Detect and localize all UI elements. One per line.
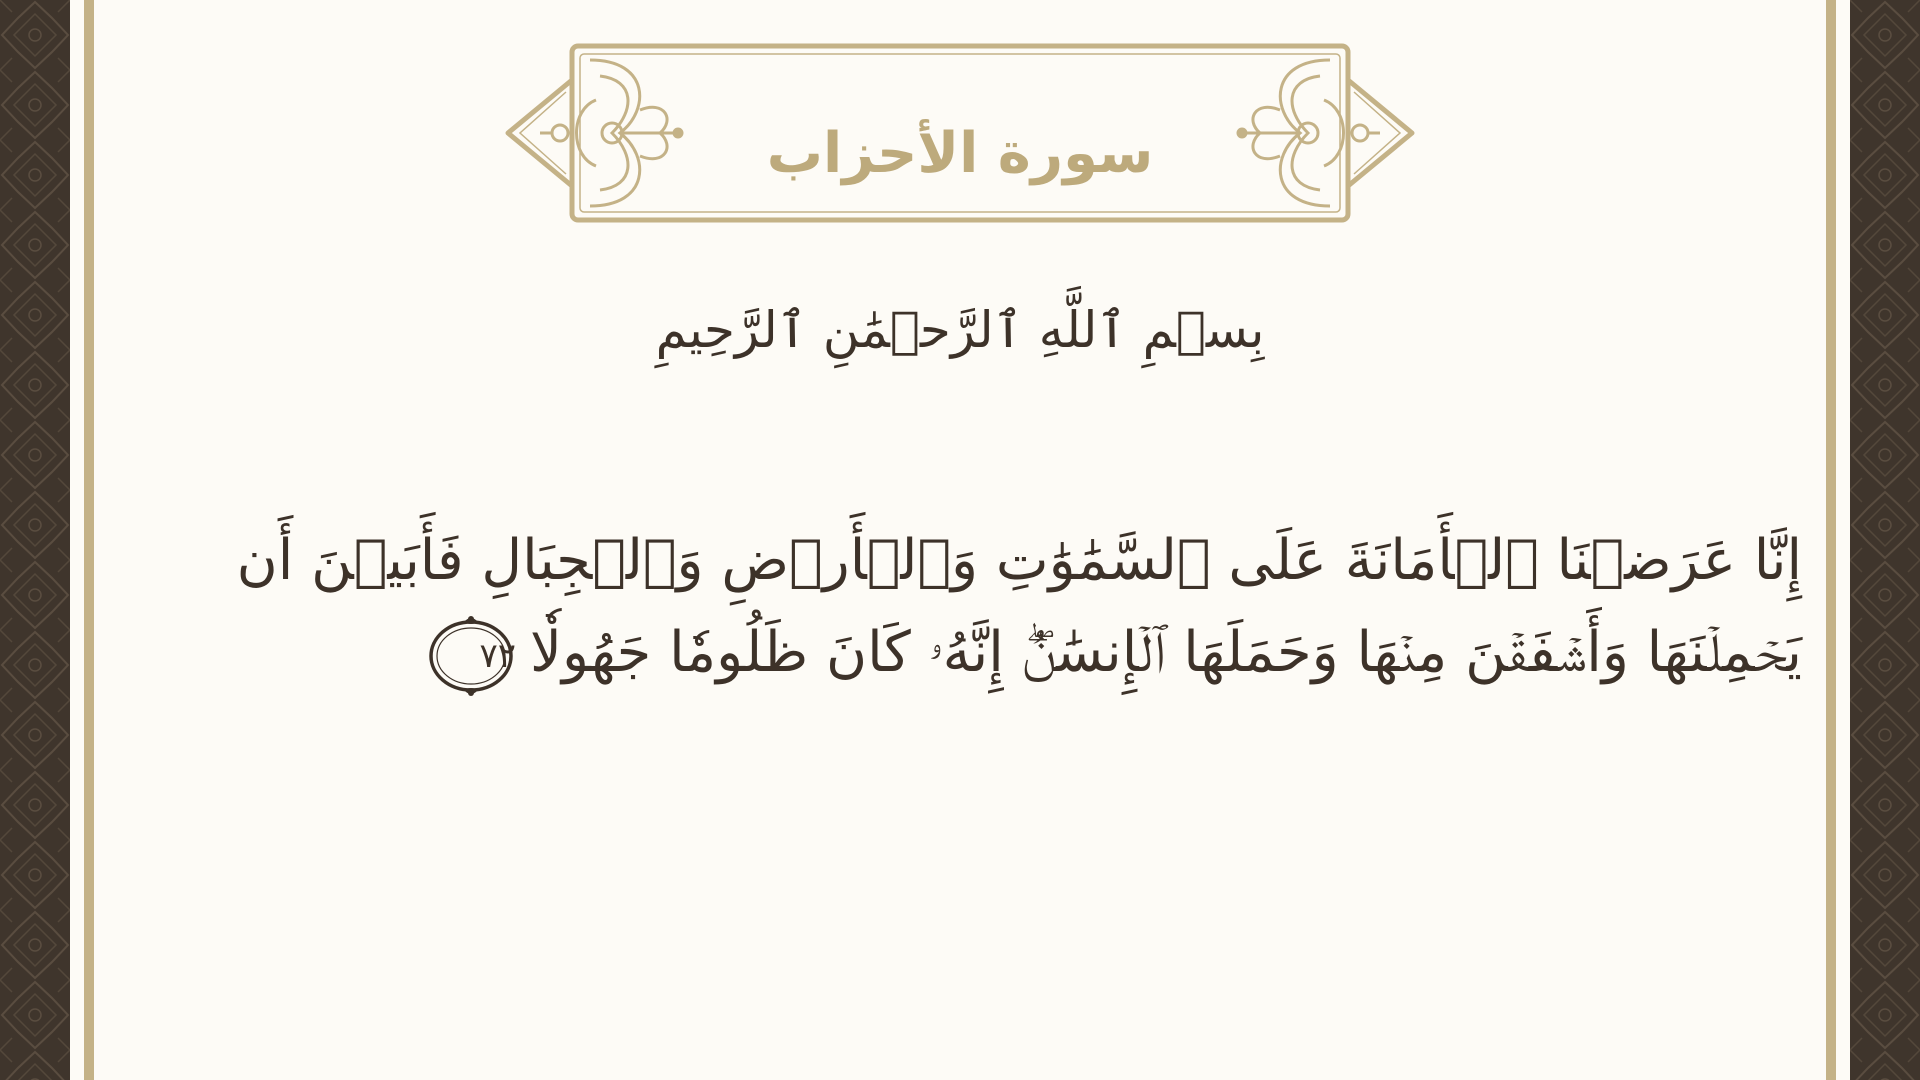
right-gold-rule	[1826, 0, 1836, 1080]
basmala: بِسۡمِ ٱللَّهِ ٱلرَّحۡمَٰنِ ٱلرَّحِيمِ	[655, 301, 1265, 359]
left-gold-rule	[84, 0, 94, 1080]
verse-line-2	[210, 607, 1802, 699]
verse-line-1: إِنَّا عَرَضۡنَا ٱلۡأَمَانَةَ عَلَى ٱلسَّمَٰوَٰتِ وَٱلۡأَرۡضِ وَٱلۡجِبَالِ فَأَبَيۡنَ أَن	[236, 528, 1802, 593]
surah-title: سورة الأحزاب	[766, 121, 1154, 186]
left-decorative-border	[0, 0, 70, 1080]
verse-line-2-text: يَحۡمِلۡنَهَا وَأَشۡفَقۡنَ مِنۡهَا وَحَمَلَهَا ٱلۡإِنسَٰنُۖ إِنَّهُۥ كَانَ ظَلُومٗا جَهُولٗا	[530, 620, 1802, 685]
right-border-pattern	[1850, 0, 1920, 1080]
ayah-number: ٧٢	[479, 635, 516, 676]
verse-text	[210, 515, 1802, 699]
ayah-number-marker	[426, 616, 516, 696]
surah-title-frame	[500, 40, 1420, 226]
right-decorative-border	[1850, 0, 1920, 1080]
left-border-pattern	[0, 0, 70, 1080]
